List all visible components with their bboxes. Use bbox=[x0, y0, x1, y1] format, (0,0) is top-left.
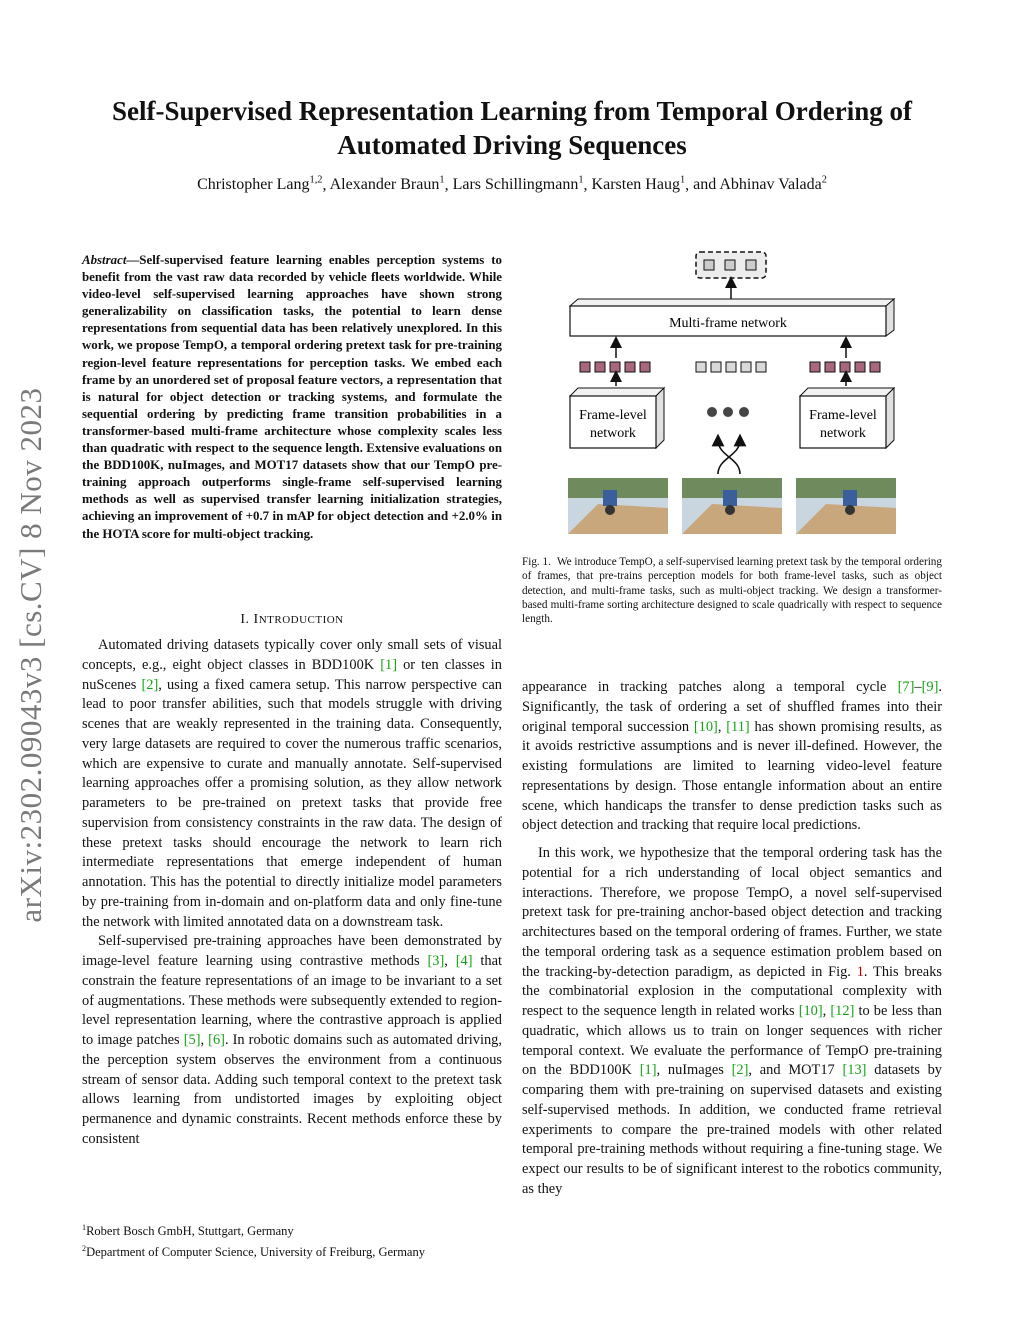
caption-text: We introduce TempO, a self-supervised learning pretext task by the temporal ordering of frames, that pre-trains perception models for both frame-level tasks, such as object detection, and multi-frame tasks, such as multi-object tracking. We design a transformer-based multi-frame sorting architecture designed to scale quadrically with respect to sequence length. bbox=[522, 556, 942, 626]
feature-token bbox=[870, 362, 880, 372]
citation-link[interactable]: [13] bbox=[842, 1062, 867, 1079]
shuffle-icon bbox=[718, 440, 740, 474]
citation-link[interactable]: [3] bbox=[427, 953, 445, 969]
section-heading: I. INTRODUCTION bbox=[240, 612, 344, 627]
citation-link[interactable]: [1] bbox=[639, 1062, 657, 1079]
author: Karsten Haug$^1$ bbox=[591, 175, 686, 194]
frame-level-network-left bbox=[570, 388, 664, 448]
feature-token bbox=[625, 362, 635, 372]
citation-link[interactable]: [2] bbox=[731, 1062, 749, 1079]
feature-token bbox=[825, 362, 835, 372]
feature-token bbox=[810, 362, 820, 372]
author: Christopher Lang$^{1,2}$ bbox=[197, 175, 323, 194]
citation-link[interactable]: [10] bbox=[798, 1003, 823, 1019]
footnote: $^1$Robert Bosch GmbH, Stuttgart, Germany bbox=[82, 1223, 294, 1239]
citation-link[interactable]: [12] bbox=[830, 1003, 855, 1019]
feature-token bbox=[595, 362, 605, 372]
paragraph: In this work, we hypothesize that the temporal ordering task has the potential for a rich understanding of local object semantics and interactions. Therefore, we propose TempO, a novel self-supervised pretext task for pre-training anchor-based object detection and tracking architectures based on the temporal ordering of frames. Further, we state the temporal ordering task as a sequence estimation problem based on the tracking-by-detection paradigm, as depicted in Fig. 1. This breaks the combinatorial explosion in the computational complexity with respect to the sequence length in related works [10], [12] to be less than quadratic, which allows us to train on longer sequences with richer temporal context. We evaluate the performance of TempO pre-training on the BDD100K [1], nuImages [2], and MOT17 [13] datasets by comparing them with pre-training on supervised datasets and existing self-supervised methods. In addition, we conducted frame retrieval experiments to compare the pre-trained models with other related temporal pre-training methods without requiring a fine-tuning stage. We expect our results to be of significant interest to the robotics community, as they bbox=[522, 845, 942, 1197]
citation-link[interactable]: [1] bbox=[380, 656, 397, 673]
figure-reference-link[interactable]: 1 bbox=[856, 963, 864, 980]
feature-token bbox=[580, 362, 590, 372]
citation-link[interactable]: [6] bbox=[208, 1032, 225, 1048]
feature-token bbox=[840, 362, 850, 372]
svg-text:Frame-level: Frame-level bbox=[809, 408, 877, 423]
feature-token bbox=[741, 362, 751, 372]
feature-token bbox=[726, 362, 736, 372]
frame-photo bbox=[796, 478, 896, 534]
footnotes bbox=[82, 1219, 502, 1261]
multi-frame-network-label: Multi-frame network bbox=[669, 316, 787, 331]
svg-text:Frame-level: Frame-level bbox=[579, 408, 647, 423]
frame-level-network-right bbox=[800, 388, 894, 448]
feature-token bbox=[756, 362, 766, 372]
figure-caption bbox=[522, 555, 942, 626]
figure-1 bbox=[548, 246, 928, 541]
ellipsis-dots bbox=[707, 407, 749, 417]
abstract bbox=[82, 252, 502, 543]
frame-token-rows bbox=[580, 362, 880, 372]
citation-link[interactable]: [2] bbox=[141, 676, 159, 693]
citation-link[interactable]: [5] bbox=[183, 1032, 201, 1048]
caption-label: Fig. 1. bbox=[522, 556, 551, 568]
abstract-text: —Self-supervised feature learning enables perception systems to benefit from the vast raw data recorded by vehicle fleets worldwide. While video-level self-supervised learning approaches have shown strong generalizability on classification tasks, the potential to learn dense representations from sequential data has been relatively unexplored. In this work, we propose TempO, a temporal ordering pretext task for pre-training region-level feature representations for perception tasks. We embed each frame by an unordered set of proposal feature vectors, a representation that is natural for object detection or tracking systems, and formulate the sequential ordering by predicting frame transition probabilities in a transformer-based multi-frame architecture whose complexity scales less than quadratic with respect to the sequence length. Extensive evaluations on the BDD100K, nuImages, and MOT17 datasets show that our TempO pre-training approach outperforms single-frame self-supervised learning methods as well as supervised transfer learning initialization strategies, achieving an improvement of +0.7 in mAP for object detection and +2.0% in the HOTA score for multi-object tracking. bbox=[82, 253, 502, 541]
right-column-text bbox=[522, 678, 942, 1200]
paper-title: Self-Supervised Representation Learning from Temporal Ordering of Automated Driving Sequences bbox=[112, 96, 912, 160]
author: and Abhinav Valada$^2$ bbox=[693, 175, 827, 194]
paragraph: Self-supervised pre-training approaches have been demonstrated by image-level feature learning using contrastive methods [3], [4] that constrain the feature representations of an image to be invariant to a set of augmentations. These methods were subsequently extended to region-level representation learning, where the contrastive approach is applied to image patches [5], [6]. In robotic domains such as automated driving, the perception system observes the environment from a continuous stream of sensor data. Adding such temporal context to the pretext task allows learning from undistorted images by exploiting object permanence and dynamic constraints. Recent methods enforce these by consistent bbox=[82, 933, 502, 1147]
citation-link[interactable]: [10] bbox=[693, 718, 718, 735]
citation-link[interactable]: [9] bbox=[921, 679, 939, 695]
feature-token bbox=[640, 362, 650, 372]
intro-text bbox=[82, 636, 502, 1150]
author: Alexander Braun$^1$ bbox=[329, 175, 445, 194]
feature-token bbox=[711, 362, 721, 372]
citation-link[interactable]: [4] bbox=[455, 953, 473, 969]
abstract-lead: Abstract bbox=[82, 253, 127, 267]
svg-text:network: network bbox=[590, 426, 636, 441]
frame-photo bbox=[568, 478, 668, 534]
citation-link[interactable]: [11] bbox=[726, 718, 750, 735]
paragraph: Automated driving datasets typically cover only small sets of visual concepts, e.g., eight object classes in BDD100K [1] or ten classes in nuScenes [2], using a fixed camera setup. This narrow perspective can lead to poor transfer abilities, such that models struggle with driving scenes that are weakly represented in the training data. Consequently, very large datasets are required to cover the numerous traffic scenarios, which are expensive to curate and manually annotate. Self-supervised learning approaches offer a promising solution, as they allow network parameters to be pre-trained on pretext tasks that provide free supervision from consistency constraints in the raw data. The design of these pretext tasks should encourage the network to learn rich intermediate representations that emerge independent of human annotation. This has the potential to directly initialize model parameters by pre-training from in-domain and on-platform data and only fine-tune the network with limited annotated data on a downstream task. bbox=[82, 637, 503, 930]
multi-frame-network-box bbox=[570, 299, 894, 336]
feature-token bbox=[610, 362, 620, 372]
author-list: Christopher Lang$^{1,2}$, Alexander Braun$^1$, Lars Schillingmann$^1$, Karsten Haug$^1$, and Abhinav Valada$^2$ bbox=[197, 175, 827, 194]
feature-token bbox=[855, 362, 865, 372]
arxiv-identifier: arXiv:2302.09043v3 [cs.CV] 8 Nov 2023 bbox=[13, 387, 48, 923]
author: Lars Schillingmann$^1$ bbox=[452, 175, 584, 194]
paragraph: appearance in tracking patches along a temporal cycle [7]–[9]. Significantly, the task of ordering a set of shuffled frames into their original temporal succession [10], [11] has shown promising results, as it avoids restrictive assumptions and is never ill-defined. However, the existing formulations are limited to learning video-level feature representations by design. Those entangle information about an entire scene, which handicaps the transfer to dense prediction tasks such as object detection and tracking that require local predictions. bbox=[522, 679, 942, 834]
footnote: $^2$Department of Computer Science, University of Freiburg, Germany bbox=[82, 1244, 425, 1260]
frame-photo bbox=[682, 478, 782, 534]
section-title: INTRODUCTION bbox=[253, 612, 344, 627]
feature-token bbox=[696, 362, 706, 372]
input-frames bbox=[568, 478, 896, 534]
output-tokens bbox=[696, 252, 766, 278]
citation-link[interactable]: [7] bbox=[897, 679, 915, 695]
arxiv-sidebar bbox=[6, 350, 56, 960]
svg-text:network: network bbox=[820, 426, 866, 441]
